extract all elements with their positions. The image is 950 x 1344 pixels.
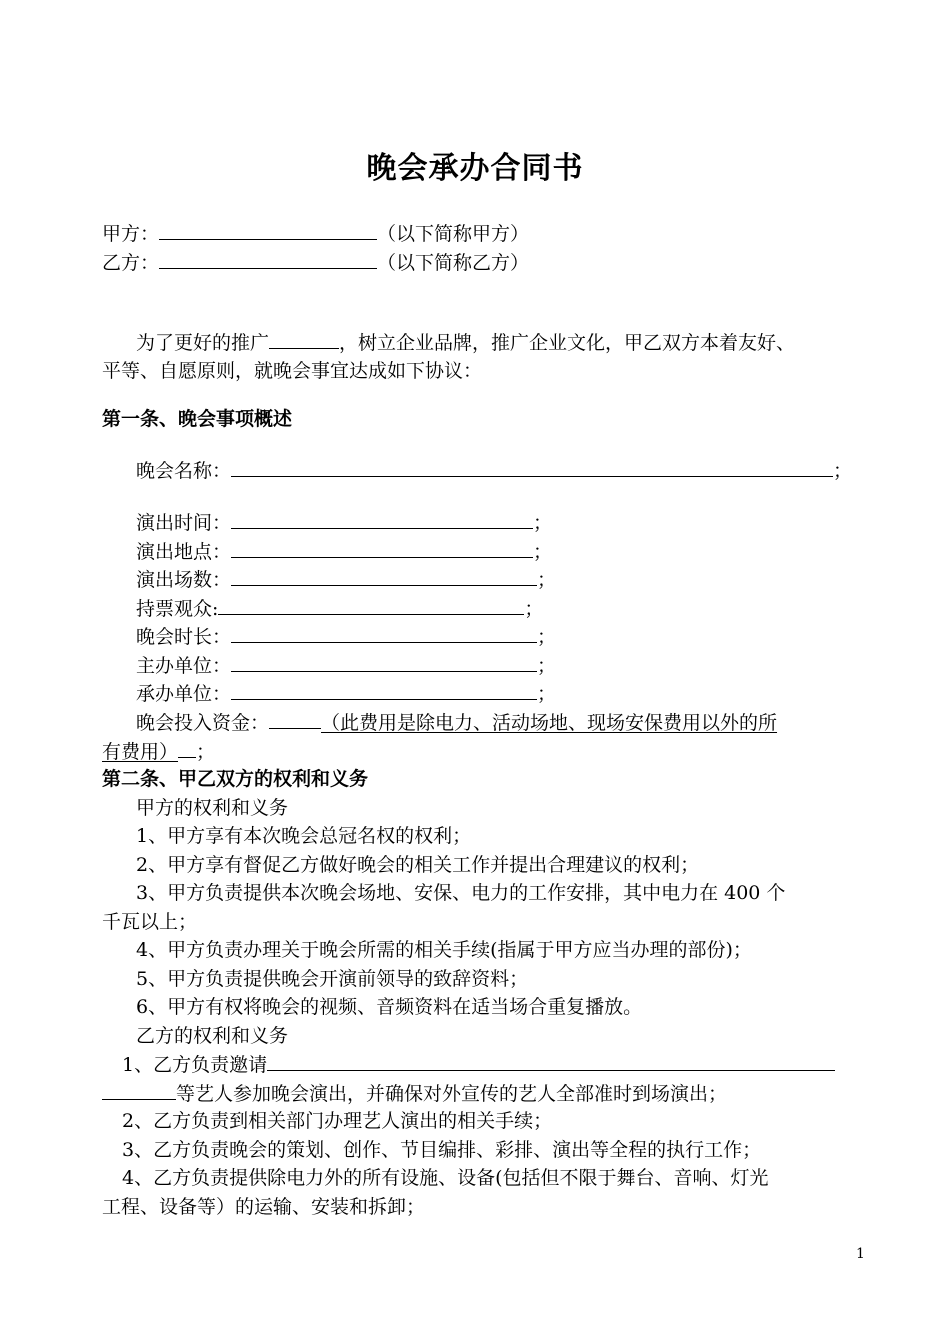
event-name-line: 晚会名称： ； [136, 456, 852, 486]
field-row [136, 651, 556, 681]
party-b-duty-cont [102, 1079, 727, 1109]
event-name-label: 晚会名称： [136, 460, 232, 482]
field-blank[interactable] [231, 537, 533, 558]
party-b-blank[interactable] [159, 248, 377, 269]
field-row [136, 679, 556, 709]
field-end: ； [537, 655, 557, 677]
field-row [136, 594, 543, 624]
field-label: 演出场数： [136, 569, 232, 591]
field-blank[interactable] [231, 651, 537, 672]
party-a-duty: 1、甲方享有本次晚会总冠名权的权利； [136, 825, 472, 847]
intro-line-1 [136, 328, 795, 358]
party-a-duty: 6、甲方有权将晚会的视频、音频资料在适当场合重复播放。 [136, 996, 643, 1018]
party-a-label: 甲方： [102, 223, 160, 245]
party-a-duty-cont: 千瓦以上； [102, 911, 198, 933]
party-a-duty: 2、甲方享有督促乙方做好晚会的相关工作并提出合理建议的权利； [136, 854, 700, 876]
field-end: ； [537, 683, 557, 705]
investment-note: （此费用是除电力、活动场地、现场安保费用以外的所 [321, 712, 778, 734]
artist-names-blank-cont[interactable] [102, 1079, 176, 1100]
investment-note-cont: 有费用） [102, 741, 179, 763]
party-b-duty-cont: 工程、设备等）的运输、安装和拆卸； [102, 1196, 426, 1218]
field-label: 晚会时长： [136, 626, 232, 648]
party-a-duty: 4、甲方负责办理关于晚会所需的相关手续(指属于甲方应当办理的部份)； [136, 939, 752, 961]
artist-names-blank[interactable] [267, 1050, 835, 1071]
party-b-duty: 4、乙方负责提供除电力外的所有设施、设备(包括但不限于舞台、音响、灯光 [122, 1167, 769, 1189]
investment-label: 晚会投入资金： [136, 712, 270, 734]
intro-text-a: 为了更好的推广 [136, 332, 270, 354]
intro-promote-blank[interactable] [269, 328, 339, 349]
field-end: ； [533, 512, 553, 534]
party-a-blank[interactable] [159, 219, 377, 240]
intro-line-2: 平等、自愿原则，就晚会事宜达成如下协议： [102, 360, 483, 382]
event-name-blank[interactable] [231, 456, 833, 477]
field-label: 主办单位： [136, 655, 232, 677]
party-a-duties-heading: 甲方的权利和义务 [136, 797, 289, 819]
field-label: 承办单位： [136, 683, 232, 705]
party-a-duty: 5、甲方负责提供晚会开演前领导的致辞资料； [136, 968, 529, 990]
field-blank[interactable] [231, 622, 537, 643]
party-b-duty: 3、乙方负责晚会的策划、创作、节目编排、彩排、演出等全程的执行工作； [122, 1139, 762, 1161]
investment-line-1 [136, 708, 777, 738]
party-a-line [102, 219, 529, 249]
field-label: 演出地点： [136, 541, 232, 563]
field-row [136, 622, 556, 652]
party-a-suffix: （以下简称甲方） [377, 223, 530, 245]
intro-text-b: ，树立企业品牌，推广企业文化，甲乙双方本着友好、 [339, 332, 796, 354]
investment-end: ； [196, 741, 216, 763]
party-b-line [102, 248, 529, 278]
investment-line-2 [102, 737, 215, 767]
field-blank[interactable] [231, 679, 537, 700]
investment-trailing-rule [178, 737, 196, 758]
field-end: ； [537, 569, 557, 591]
party-b-duty: 2、乙方负责到相关部门办理艺人演出的相关手续； [122, 1110, 553, 1132]
party-b-duty-text: 等艺人参加晚会演出，并确保对外宣传的艺人全部准时到场演出； [176, 1083, 728, 1105]
document-title: 晚会承办合同书 [366, 151, 584, 186]
party-b-duties-heading: 乙方的权利和义务 [136, 1025, 289, 1047]
party-b-label: 乙方： [102, 252, 160, 274]
field-row [136, 537, 552, 567]
party-b-suffix: （以下简称乙方） [377, 252, 530, 274]
field-row [136, 508, 552, 538]
field-blank[interactable] [231, 565, 537, 586]
article-2-heading: 第二条、甲乙双方的权利和义务 [102, 768, 369, 790]
field-blank[interactable] [218, 594, 524, 615]
party-b-duty-text: 1、乙方负责邀请 [122, 1054, 268, 1076]
field-label: 持票观众: [136, 598, 219, 620]
party-b-duty [122, 1050, 835, 1080]
investment-amount-blank[interactable] [269, 708, 321, 729]
field-blank[interactable] [231, 508, 533, 529]
page-number: 1 [856, 1246, 865, 1262]
field-label: 演出时间： [136, 512, 232, 534]
field-row [136, 565, 556, 595]
field-end: ； [537, 626, 557, 648]
party-a-duty: 3、甲方负责提供本次晚会场地、安保、电力的工作安排，其中电力在 400 个 [136, 882, 786, 904]
field-end: ； [533, 541, 553, 563]
article-1-heading: 第一条、晚会事项概述 [102, 408, 293, 430]
field-end: ； [524, 598, 544, 620]
